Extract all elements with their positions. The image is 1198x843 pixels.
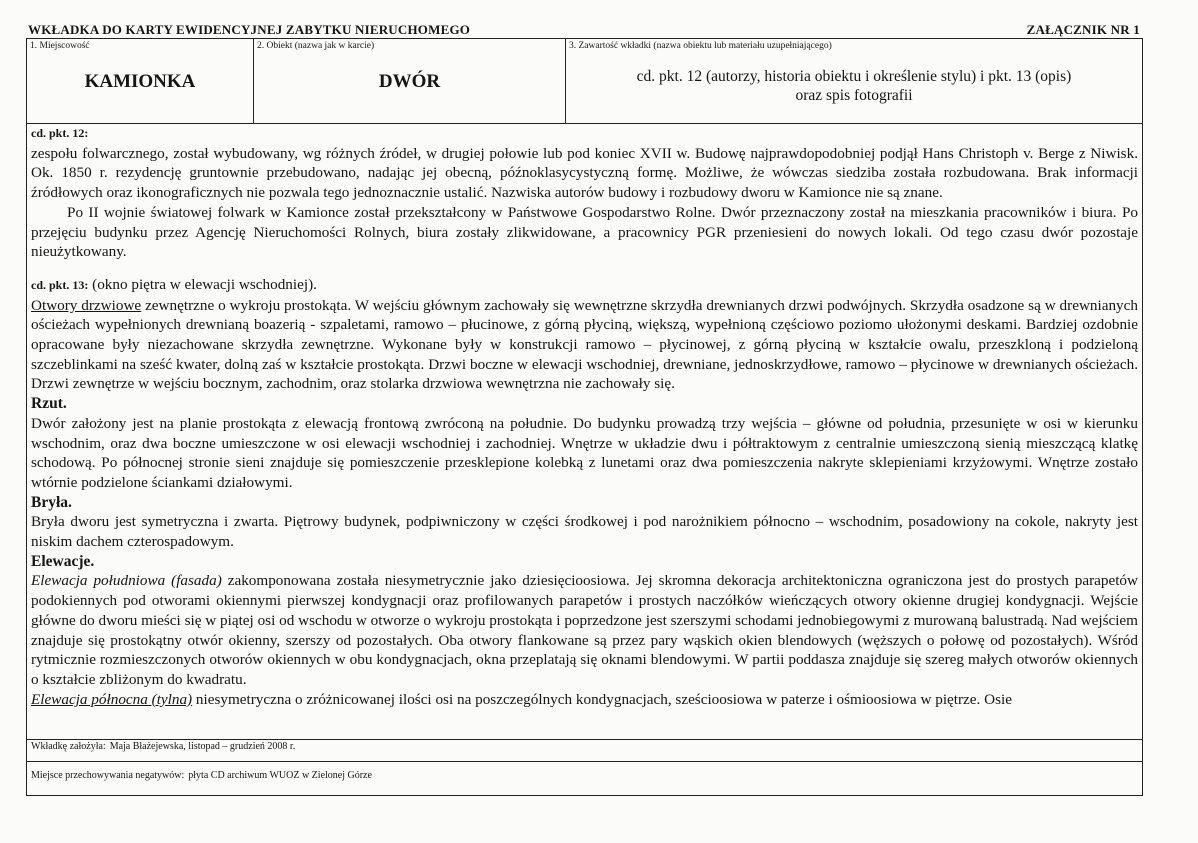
locality-cell <box>27 39 254 123</box>
south-elevation-heading: Elewacja południowa (fasada) <box>31 572 222 590</box>
elevations-heading: Elewacje. <box>31 552 95 570</box>
section13-intro <box>31 275 1138 296</box>
locality-label: 1. Miejscowość <box>30 41 90 51</box>
section13-intro-text: (okno piętra w elewacji wschodniej). <box>92 275 317 293</box>
mass-heading: Bryła. <box>31 493 72 511</box>
doors-text: zewnętrzne o wykroju prostokąta. W wejściu głównym zachowały się wewnętrzne skrzydła drewnianych drzwi podwójnych. Skrzydła osadzone są w drewnianych ościeżach wypełnionych drewnianą boazerią - szpaletami, ramowo – płucinowe, z górną płyciną, większą, wypełnioną częściowo poziomo ułożonymi deskami. Bardziej ozdobnie opracowane były niezachowane skrzydła zewnętrzne. Wykonane były w konstrukcji ramowo – płycinowej, z górną płyciną w kształcie owalu, przeszkloną i podzieloną szczeblinkami na sześć kwater, dolną zaś w kształcie prostokąta. Drzwi boczne w elewacji wschodniej, drewniane, jednoskrzydłowe, ramowo – płycinowe w drewnianych ościeżach. Drzwi zewnętrze w wejściu bocznym, zachodnim, oraz stolarka drzwiowa wewnętrzna nie zachowały się. <box>31 296 1138 393</box>
object-value: DWÓR <box>378 71 441 92</box>
contents-value-line1: cd. pkt. 12 (autorzy, historia obiektu i określenie stylu) i pkt. 13 (opis) <box>636 68 1072 85</box>
south-elevation-text: zakomponowana została niesymetrycznie jako dziesięcioosiowa. Jej skromna dekoracja architektoniczna ograniczona jest do prostych parapetów podokiennych pod otworami okiennymi pierwszej kondygnacji oraz profilowanych parapetów i prostych naczółków wieńczących otwory okienne drugiej kondygnacji. Wejście główne do dworu mieści się w piątej osi od wschodu w otworze o wykroju prostokąta i poprzedzone jest szerszymi schodami jednobiegowymi z murowaną balustradą. Nad wejściem znajduje się prostokątny otwór okienny, szerszy od pozostałych. Oba otwory flankowane są przez pary wąskich okien blendowych (węższych o połowę od pozostałych). Wśród rytmicznie rozmieszczonych otworów okiennych w obu kondygnacjach, okna przeplatają się oknami blendowymi. W partii poddasza znajduje się szereg małych otworów okiennych o kształcie zbliżonym do kwadratu. <box>31 572 1138 688</box>
header-row <box>27 39 1142 124</box>
contents-cell <box>566 39 1142 123</box>
mass-text: Bryła dworu jest symetryczna i zwarta. Piętrowy budynek, podpiwniczony w części środkowej i pod narożnikiem północno – wschodnim, posadowiony na cokole, nakryty jest niskim dachem czterospadowym. <box>31 513 1138 551</box>
created-by <box>31 741 295 752</box>
doors-paragraph <box>31 296 1138 395</box>
form-frame <box>26 38 1143 796</box>
doors-heading: Otwory drzwiowe <box>31 296 142 314</box>
object-label: 2. Obiekt (nazwa jak w karcie) <box>257 41 375 51</box>
negatives-label: Miejsce przechowywania negatywów: <box>31 770 185 781</box>
footer-divider <box>27 761 1142 762</box>
attachment-number: ZAŁĄCZNIK NR 1 <box>1026 22 1140 37</box>
created-by-label: Wkładkę założyła: <box>31 741 106 752</box>
north-elevation-text: niesymetryczna o zróżnicowanej ilości osi na poszczególnych kondygnacjach, sześcioosiowa w paterze i ośmioosiowa w piętrze. Osie <box>195 690 1012 708</box>
section13-label: cd. pkt. 13: <box>31 277 89 292</box>
plan-text: Dwór założony jest na planie prostokąta z elewacją frontową zwróconą na południe. Do budynku prowadzą trzy wejścia – główne od południa, przesunięte w osi w kierunku wschodnim, oraz dwa boczne umieszczone w osi elewacji wschodniej i zachodniej. Wnętrze w układzie dwu i półtraktowym z centralnie umieszczoną sienią mieszczącą klatkę schodową. Po północnej stronie sieni znajduje się pomieszczenie przesklepione kolebką z lunetami oraz dwa pomieszczenia nakryte sklepieniami krzyżowymi. Wnętrze zostało wtórnie podzielone ściankami działowymi. <box>31 414 1138 491</box>
negatives-value: płyta CD archiwum WUOZ w Zielonej Górze <box>188 770 372 781</box>
content-area <box>27 123 1142 740</box>
contents-label: 3. Zawartość wkładki (nazwa obiektu lub materiału uzupełniającego) <box>569 41 832 51</box>
north-elevation-heading: Elewacja północna (tylna) <box>31 690 193 708</box>
locality-value: KAMIONKA <box>84 71 196 92</box>
created-by-value: Maja Błażejewska, listopad – grudzień 2008 r. <box>109 741 296 752</box>
section12-paragraph-1: zespołu folwarcznego, został wybudowany, wg różnych źródeł, w drugiej połowie lub pod koniec XVII w. Budowę najprawdopodobniej podjął Hans Christoph v. Berge z Niwisk. Ok. 1850 r. rezydencję gruntownie przebudowano, nadając jej obecną, późnoklasycystyczną formę. Możliwe, że wówczas siedziba została rozbudowana. Brak informacji źródłowych oraz ikonograficznych nie pozwala tego jednoznacznie ustalić. Nazwiska autorów budowy i rozbudowy dworu w Kamionce nie są znane. <box>31 144 1138 202</box>
object-cell <box>254 39 566 123</box>
contents-value <box>566 67 1142 105</box>
plan-heading: Rzut. <box>31 395 67 413</box>
section12-label: cd. pkt. 12: <box>31 126 89 140</box>
negatives-storage <box>31 770 372 781</box>
south-elevation-paragraph <box>31 571 1138 689</box>
north-elevation-paragraph <box>31 690 1138 710</box>
section12-paragraph-2: Po II wojnie światowej folwark w Kamionce został przekształcony w Państwowe Gospodarstwo Rolne. Dwór przeznaczony został na mieszkania pracowników i biura. Po przejęciu budynku przez Agencję Nieruchomości Rolnych, biura zostały zlikwidowane, a pracownicy PGR przeniesieni do nowych lokali. Od tego czasu dwór pozostaje nieużytkowany. <box>31 203 1138 261</box>
contents-value-line2: oraz spis fotografii <box>795 87 913 104</box>
form-title: WKŁADKA DO KARTY EWIDENCYJNEJ ZABYTKU NIERUCHOMEGO <box>28 22 471 37</box>
